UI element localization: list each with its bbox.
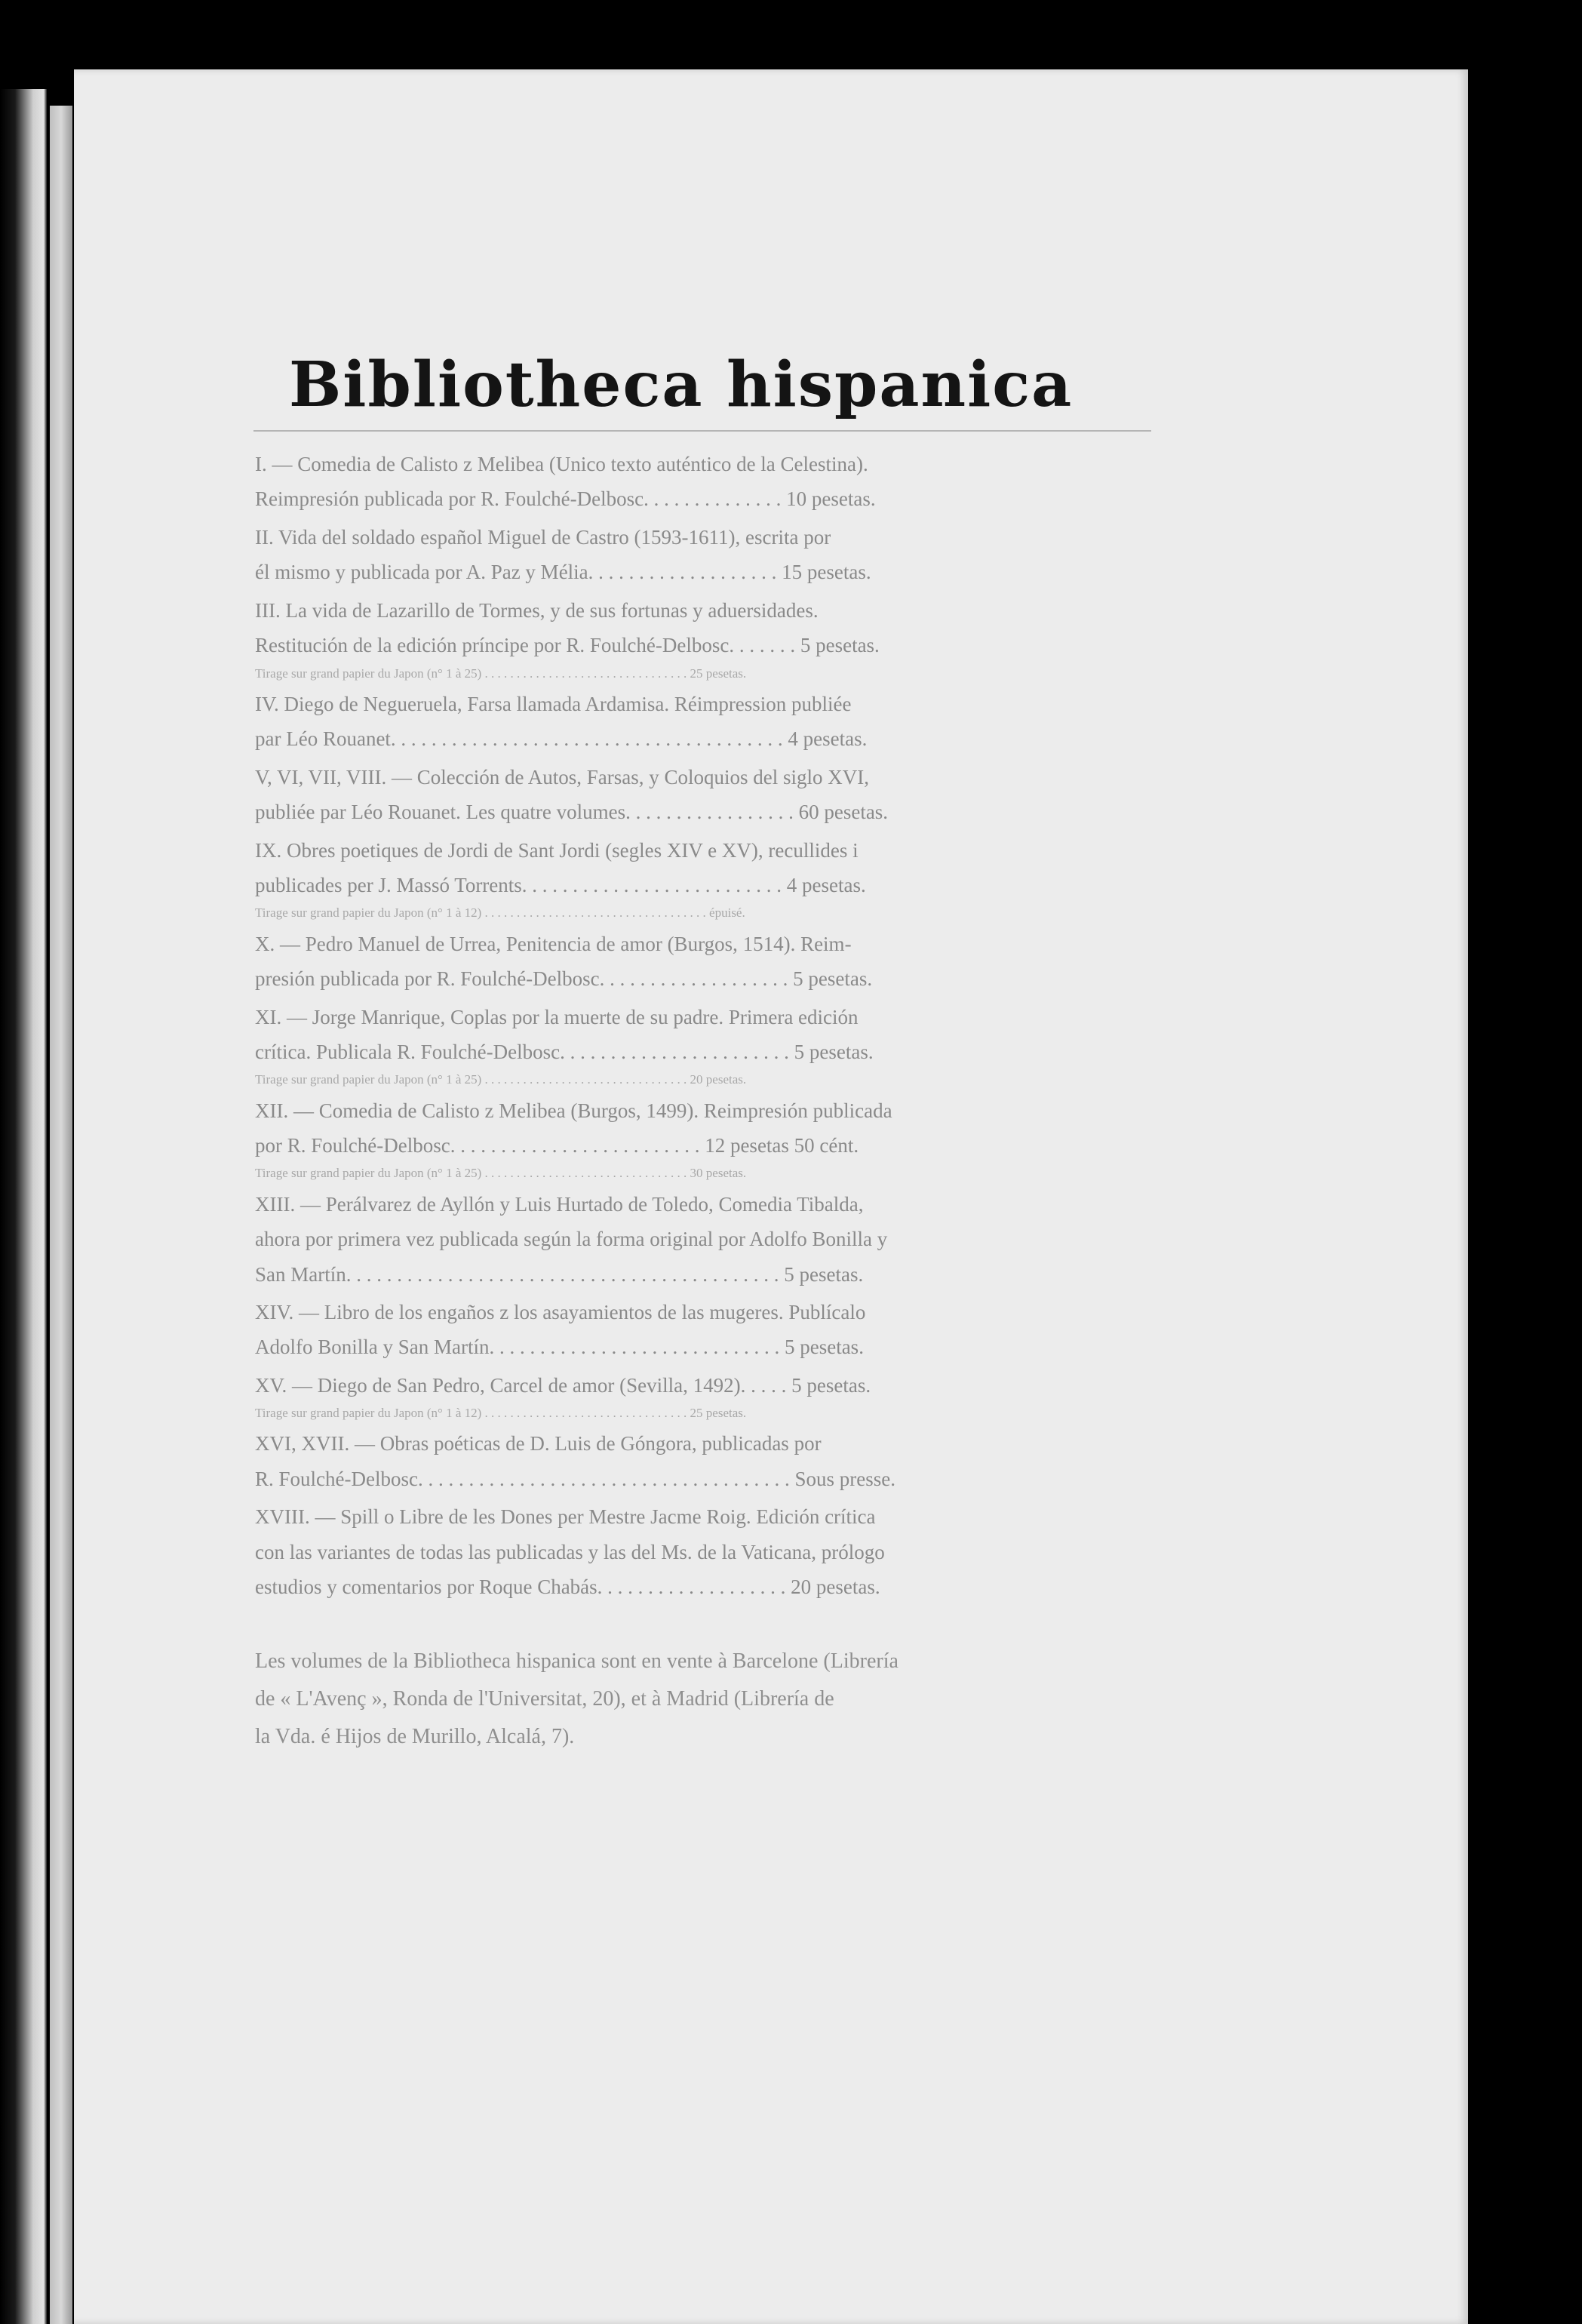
entry-line: XIII. — Perálvarez de Ayllón y Luis Hurtado de Toledo, Comedia Tibalda, [255, 1192, 864, 1216]
document-page [74, 69, 1468, 2324]
entry-line: II. Vida del soldado español Miguel de Castro (1593-1611), escrita por [255, 525, 831, 549]
entry-line: XV. — Diego de San Pedro, Carcel de amor (Sevilla, 1492). . . . . 5 pesetas. [255, 1373, 871, 1397]
catalog-entry [255, 447, 1243, 517]
entry-line: X. — Pedro Manuel de Urrea, Penitencia de amor (Burgos, 1514). Reim- [255, 932, 852, 955]
deluxe-edition-note: Tirage sur grand papier du Japon (n° 1 à 25) . . . . . . . . . . . . . . . . . . . . . . . . . . . . . . . . 25 pesetas. [255, 666, 747, 681]
entry-line: crítica. Publicala R. Foulché-Delbosc. . . . . . . . . . . . . . . . . . . . . . . 5 pesetas. [255, 1040, 874, 1063]
catalog-entry [255, 760, 1243, 830]
catalog-entry [255, 1499, 1243, 1604]
notice-line: de « L'Avenç », Ronda de l'Universitat, 20), et à Madrid (Librería de [255, 1687, 834, 1711]
entry-line: R. Foulché-Delbosc. . . . . . . . . . . . . . . . . . . . . . . . . . . . . . . . . . . . . Sous presse. [255, 1467, 895, 1490]
facing-page-edge [0, 89, 47, 2324]
entry-line: III. La vida de Lazarillo de Tormes, y de sus fortunas y aduersidades. [255, 598, 819, 622]
entry-line: por R. Foulché-Delbosc. . . . . . . . . . . . . . . . . . . . . . . . . 12 pesetas 50 cént. [255, 1134, 859, 1157]
catalog-entry [255, 1426, 1243, 1496]
catalog-list [255, 447, 1243, 1757]
deluxe-edition-note: Tirage sur grand papier du Japon (n° 1 à 25) . . . . . . . . . . . . . . . . . . . . . . . . . . . . . . . . 20 pesetas. [255, 1072, 747, 1087]
entry-line: XVIII. — Spill o Libre de les Dones per Mestre Jacme Roig. Edición crítica [255, 1505, 876, 1529]
catalog-entry [255, 687, 1243, 757]
title-divider [253, 430, 1151, 432]
catalog-entry [255, 520, 1243, 590]
entry-line: XII. — Comedia de Calisto z Melibea (Burgos, 1499). Reimpresión publicada [255, 1099, 892, 1122]
entry-line: estudios y comentarios por Roque Chabás. . . . . . . . . . . . . . . . . . . 20 pesetas. [255, 1575, 880, 1599]
catalog-entry [255, 593, 1243, 684]
entry-line: XIV. — Libro de los engaños z los asayamientos de las mugeres. Publícalo [255, 1300, 866, 1323]
entry-line: él mismo y publicada por A. Paz y Mélia. . . . . . . . . . . . . . . . . . . 15 pesetas. [255, 561, 871, 584]
entry-line: con las variantes de todas las publicadas y las del Ms. de la Vaticana, prólogo [255, 1540, 885, 1563]
entry-line: V, VI, VII, VIII. — Colección de Autos, Farsas, y Coloquios del siglo XVI, [255, 765, 869, 788]
entry-line: XI. — Jorge Manrique, Coplas por la muerte de su padre. Primera edición [255, 1005, 859, 1028]
entry-line: ahora por primera vez publicada según la forma original por Adolfo Bonilla y [255, 1228, 888, 1251]
catalog-entry [255, 1187, 1243, 1292]
entry-line: par Léo Rouanet. . . . . . . . . . . . . . . . . . . . . . . . . . . . . . . . . . . . . . . 4 pesetas. [255, 727, 868, 751]
notice-line: la Vda. é Hijos de Murillo, Alcalá, 7). [255, 1725, 575, 1749]
catalog-entry [255, 1368, 1243, 1424]
entry-line: IV. Diego de Negueruela, Farsa llamada Ardamisa. Réimpression publiée [255, 692, 852, 715]
entry-line: Reimpresión publicada por R. Foulché-Delbosc. . . . . . . . . . . . . . 10 pesetas. [255, 487, 876, 511]
entry-line: Restitución de la edición príncipe por R. Foulché-Delbosc. . . . . . . 5 pesetas. [255, 634, 880, 657]
deluxe-edition-note: Tirage sur grand papier du Japon (n° 1 à 25) . . . . . . . . . . . . . . . . . . . . . . . . . . . . . . . . 30 pesetas. [255, 1166, 747, 1181]
catalog-entry [255, 1093, 1243, 1184]
binding-strip [50, 106, 72, 2324]
catalog-entry [255, 1295, 1243, 1365]
catalog-entry [255, 927, 1243, 997]
entry-line: I. — Comedia de Calisto z Melibea (Unico texto auténtico de la Celestina). [255, 453, 868, 475]
entry-line: publicades per J. Massó Torrents. . . . . . . . . . . . . . . . . . . . . . . . . . 4 pesetas. [255, 874, 866, 896]
entry-line: San Martín. . . . . . . . . . . . . . . . . . . . . . . . . . . . . . . . . . . . . . . . . . . 5 pesetas. [255, 1262, 864, 1286]
entry-line: presión publicada por R. Foulché-Delbosc. . . . . . . . . . . . . . . . . . . 5 pesetas. [255, 967, 873, 991]
entry-line: Adolfo Bonilla y San Martín. . . . . . . . . . . . . . . . . . . . . . . . . . . . . 5 pesetas. [255, 1336, 864, 1359]
sales-notice [255, 1643, 1243, 1757]
deluxe-edition-note: Tirage sur grand papier du Japon (n° 1 à 12) . . . . . . . . . . . . . . . . . . . . . . . . . . . . . . . . . . . épuisé. [255, 905, 745, 921]
catalog-entry [255, 833, 1243, 924]
notice-line: Les volumes de la Bibliotheca hispanica sont en vente à Barcelone (Librería [255, 1649, 899, 1673]
page-title: Bibliotheca hispanica [289, 349, 1074, 421]
entry-line: publiée par Léo Rouanet. Les quatre volumes. . . . . . . . . . . . . . . . . 60 pesetas. [255, 801, 889, 824]
entry-line: XVI, XVII. — Obras poéticas de D. Luis de Góngora, publicadas por [255, 1432, 822, 1456]
catalog-entry [255, 1000, 1243, 1090]
entry-line: IX. Obres poetiques de Jordi de Sant Jordi (segles XIV e XV), recullides i [255, 838, 859, 862]
deluxe-edition-note: Tirage sur grand papier du Japon (n° 1 à 12) . . . . . . . . . . . . . . . . . . . . . . . . . . . . . . . . 25 pesetas. [255, 1406, 747, 1421]
